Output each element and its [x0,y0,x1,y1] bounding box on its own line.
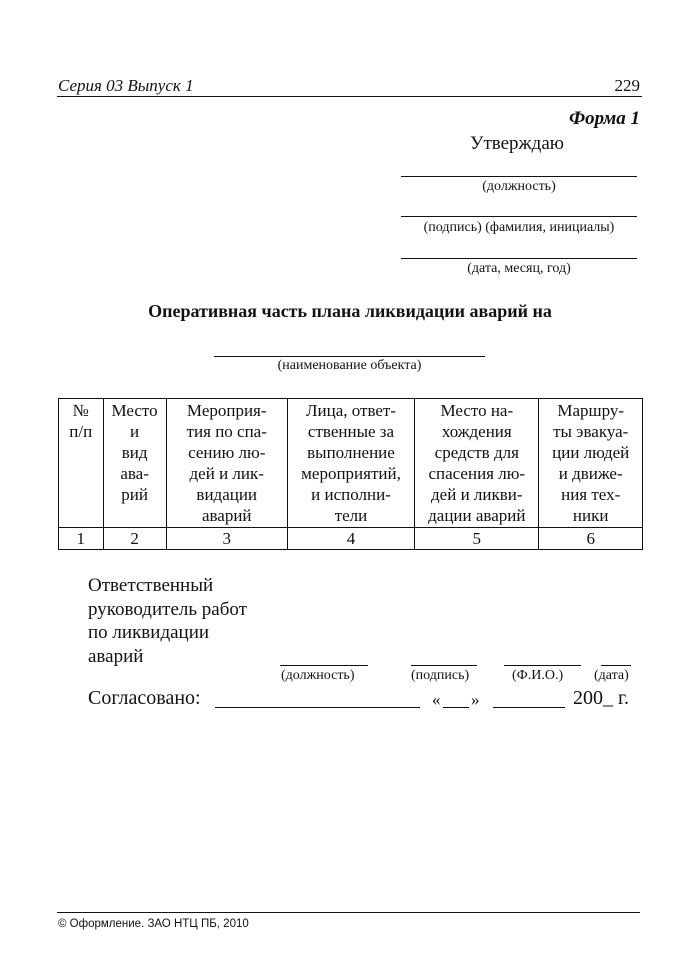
position-caption: (должность) [482,179,556,194]
agreed-label: Согласовано: [88,687,201,709]
header-line: Место на- [440,401,514,420]
resp-date-line [601,665,631,666]
header-line: средств для [434,443,519,462]
column-number: 3 [166,528,287,550]
header-line: ты эвакуа- [553,422,629,441]
header-line: хождения [441,422,512,441]
resp-fio-line [504,665,581,666]
header-line: дей и ликви- [431,485,523,504]
form-title: Форма 1 [569,108,640,129]
resp-date-caption: (дата) [594,668,629,683]
header-cell-responsible [287,399,414,528]
footer-divider [57,912,640,913]
header-line: тели [334,506,368,525]
header-line: п/п [69,422,93,441]
approve-label: Утверждаю [470,133,564,154]
resp-signature-caption: (подпись) [411,668,470,683]
header-line: № [72,401,89,420]
header-line: дации аварий [428,506,526,525]
series-label: Серия 03 Выпуск 1 [58,76,194,95]
page-number: 229 [614,76,640,95]
header-line: спасения лю- [428,464,526,483]
table-number-row [59,528,643,550]
header-line: выполнение [307,443,395,462]
date-line [401,258,637,259]
month-line [493,707,565,708]
agreed-line [215,707,420,708]
header-cell-routes [539,399,643,528]
header-line: ции людей [552,443,630,462]
header-line: рий [121,485,148,504]
year-label: 200_ г. [573,687,629,709]
header-line: ники [572,506,609,525]
header-line: мероприятий, [301,464,401,483]
header-line: Лица, ответ- [305,401,397,420]
object-name-line [214,356,485,357]
plan-table [58,398,643,550]
position-line [401,176,637,177]
table-header-row [59,399,643,528]
header-cell-place [103,399,166,528]
close-quote: » [471,690,480,709]
open-quote: « [432,690,441,709]
header-line: дей и лик- [189,464,264,483]
date-caption: (дата, месяц, год) [467,261,571,276]
day-line [443,707,469,708]
header-line: аварий [201,506,252,525]
header-line: тия по спа- [186,422,267,441]
responsible-line: Ответственный [88,575,214,596]
responsible-line: аварий [88,645,144,667]
header-line: Мероприя- [186,401,267,420]
signature-line [401,216,637,217]
resp-fio-caption: (Ф.И.О.) [512,668,564,683]
header-line: Место и [111,401,158,441]
header-cell-means-location [415,399,539,528]
header-cell-number [59,399,104,528]
resp-position-line [280,665,368,666]
header-divider [57,96,642,97]
header-line: видации [196,485,258,504]
header-line: и исполни- [311,485,391,504]
copyright: © Оформление. ЗАО НТЦ ПБ, 2010 [58,918,249,930]
column-number: 2 [103,528,166,550]
header-line: и движе- [558,464,623,483]
responsible-label [88,574,247,668]
column-number: 6 [539,528,643,550]
header-line: ния тех- [561,485,621,504]
plan-title: Оперативная часть плана ликвидации аварий на [148,301,552,321]
column-number: 1 [59,528,104,550]
responsible-line: руководитель работ [88,598,247,620]
responsible-line: по ликвидации [88,622,210,643]
object-caption: (наименование объекта) [277,358,422,373]
resp-signature-line [411,665,477,666]
header-line: сению лю- [188,443,266,462]
header-line: Маршру- [557,401,625,420]
signature-caption: (подпись) (фамилия, инициалы) [423,220,615,235]
header-line: вид ава- [120,443,149,483]
header-cell-measures [166,399,287,528]
column-number: 4 [287,528,414,550]
header-line: ственные за [307,422,395,441]
column-number: 5 [415,528,539,550]
resp-position-caption: (должность) [281,668,355,683]
